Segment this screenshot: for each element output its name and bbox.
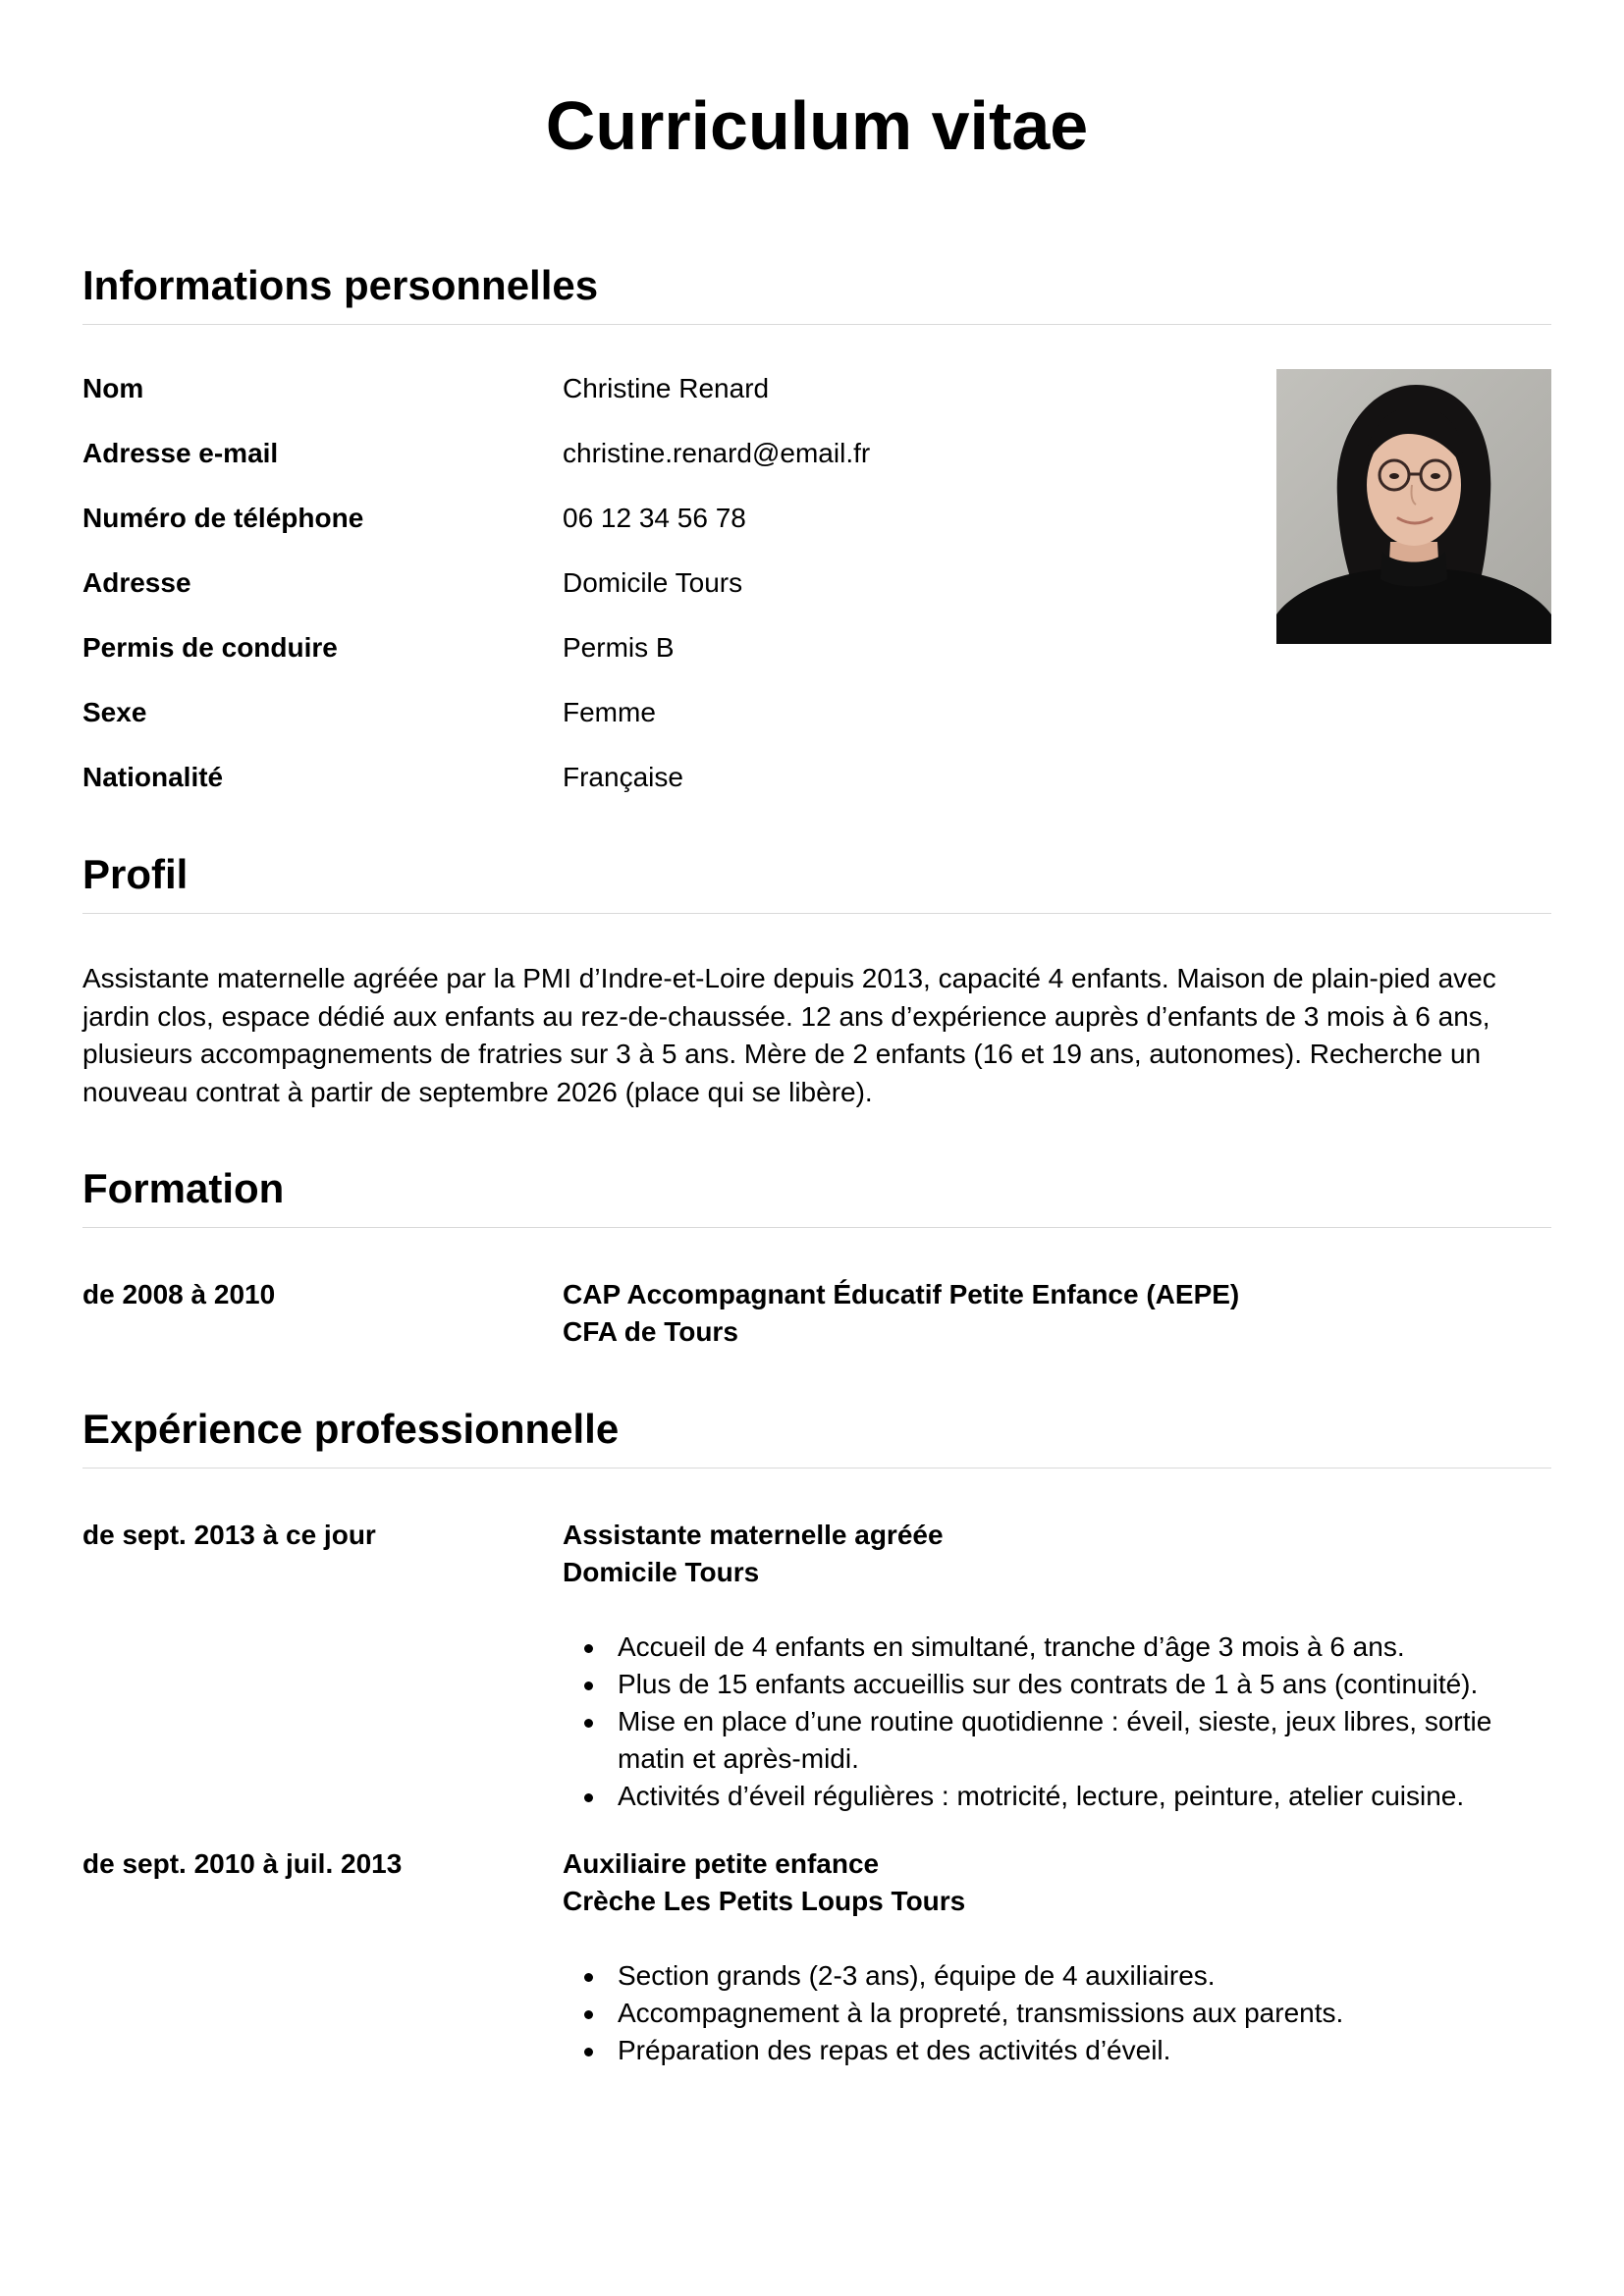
info-value: Domicile Tours [563,567,743,598]
info-row-sex [82,693,1261,732]
section-title-profile: Profil [82,850,1551,914]
info-label: Nom [82,373,144,403]
entry-title: Assistante maternelle agréée [563,1520,944,1550]
profile-photo [1276,369,1551,644]
list-item-text: Préparation des repas et des activités d’éveil. [618,2035,1171,2065]
info-row-nationality [82,758,1261,797]
list-item-text: Plus de 15 enfants accueillis sur des contrats de 1 à 5 ans (continuité). [618,1669,1479,1699]
entry-body [563,1517,1551,1815]
info-value: Française [563,762,683,792]
profile-paragraph: Assistante maternelle agréée par la PMI d’Indre-et-Loire depuis 2013, capacité 4 enfants. Maison de plain-pied avec jardin clos, espace dédié aux enfants au rez-de-chaussée. 12 ans d’expérience auprès d’enfants de 3 mois à 6 ans, plusieurs accompagnements de fratries sur 3 à 5 ans. Mère de 2 enfants (16 et 19 ans, autonomes). Recherche un nouveau contrat à partir de septembre 2026 (place qui se libère). [82,963,1496,1107]
entry-body [563,1276,1551,1351]
document-title: Curriculum vitae [545,87,1089,164]
entry-organization: Domicile Tours [563,1557,760,1587]
list-item-text: Activités d’éveil régulières : motricité, lecture, peinture, atelier cuisine. [618,1781,1465,1811]
list-item-text: Mise en place d’une routine quotidienne : éveil, sieste, jeux libres, sortie matin et après-midi. [618,1706,1492,1774]
info-value: Permis B [563,632,675,663]
info-label: Adresse [82,567,191,598]
task-list [563,1629,1551,1815]
list-item [563,1703,1551,1778]
info-value: Femme [563,697,656,727]
info-label: Nationalité [82,762,224,792]
entry-title: Auxiliaire petite enfance [563,1848,880,1879]
info-row-email [82,434,1261,473]
section-title-experience: Expérience professionnelle [82,1405,1551,1468]
entry-title: CAP Accompagnant Éducatif Petite Enfance (AEPE) [563,1279,1240,1309]
bullet-icon [584,1793,593,1802]
list-item [563,1629,1551,1666]
bullet-icon [584,2048,593,2056]
info-row-phone [82,499,1261,538]
entry-organization: Crèche Les Petits Loups Tours [563,1886,966,1916]
info-label: Permis de conduire [82,632,338,663]
portrait-illustration [1276,369,1551,644]
entry-date: de sept. 2010 à juil. 2013 [82,1848,403,1879]
section-title-education: Formation [82,1164,1551,1228]
info-row-address [82,563,1261,603]
bullet-icon [584,1644,593,1653]
info-label: Numéro de téléphone [82,503,364,533]
list-item [563,1957,1551,1995]
entry-organization: CFA de Tours [563,1316,738,1347]
section-title-personal-info: Informations personnelles [82,261,1551,325]
info-label: Sexe [82,697,147,727]
bullet-icon [584,1682,593,1690]
info-row-license [82,628,1261,667]
info-value: Christine Renard [563,373,770,403]
bullet-icon [584,2010,593,2019]
info-label: Adresse e-mail [82,438,279,468]
list-item-text: Section grands (2-3 ans), équipe de 4 auxiliaires. [618,1960,1216,1991]
info-row-name [82,369,1261,408]
list-item-text: Accompagnement à la propreté, transmissions aux parents. [618,1998,1344,2028]
info-value: 06 12 34 56 78 [563,503,746,533]
task-list [563,1957,1551,2069]
list-item [563,1778,1551,1815]
info-value: christine.renard@email.fr [563,438,871,468]
list-item [563,1666,1551,1703]
list-item [563,1995,1551,2032]
entry-date: de sept. 2013 à ce jour [82,1520,376,1550]
entry-date: de 2008 à 2010 [82,1279,276,1309]
list-item-text: Accueil de 4 enfants en simultané, tranche d’âge 3 mois à 6 ans. [618,1631,1405,1662]
entry-body [563,1845,1551,2069]
bullet-icon [584,1719,593,1728]
list-item [563,2032,1551,2069]
bullet-icon [584,1973,593,1982]
